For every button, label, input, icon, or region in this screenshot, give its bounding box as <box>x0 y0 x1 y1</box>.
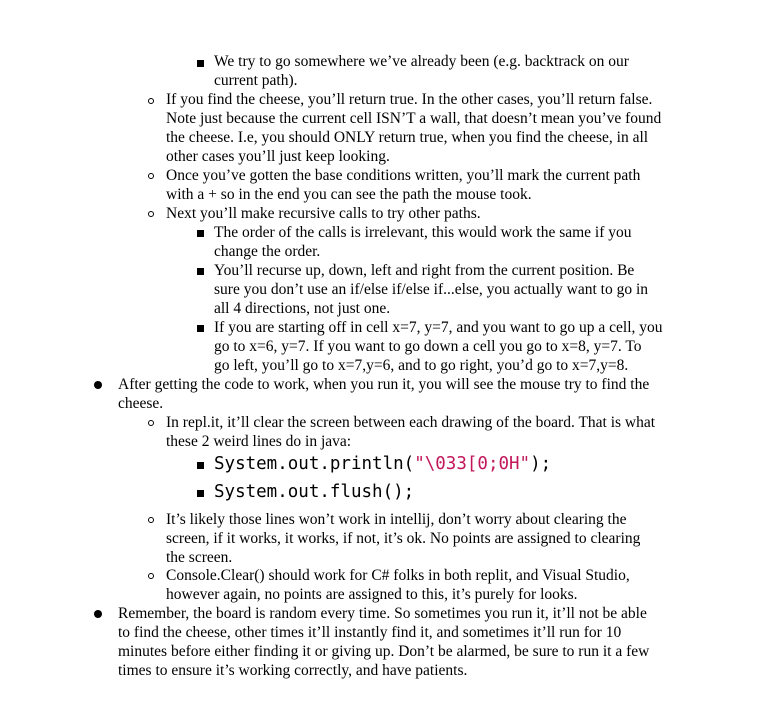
code-text: ); <box>530 454 552 474</box>
text-line: After getting the code to work, when you run it, you will see the mouse try to find the <box>118 376 650 393</box>
code-string-literal: "\033[0;0H" <box>414 454 531 474</box>
code-text: System.out.flush(); <box>214 482 415 502</box>
text-line: with a + so in the end you can see the path the mouse took. <box>166 186 532 203</box>
text-line: You’ll recurse up, down, left and right from the current position. Be <box>214 262 635 279</box>
square-bullet-icon <box>197 490 204 497</box>
text-line: We try to go somewhere we’ve already been (e.g. backtrack on our <box>214 53 629 70</box>
text-line: however again, no points are assigned to this, it’s purely for looks. <box>166 586 578 603</box>
round-bullet-icon <box>94 610 102 618</box>
text-line: Console.Clear() should work for C# folks in both replit, and Visual Studio, <box>166 567 630 584</box>
text-line: screen, if it works, it works, if not, it’s ok. No points are assigned to clearing <box>166 530 641 547</box>
text-line: In repl.it, it’ll clear the screen between each drawing of the board. That is what <box>166 414 656 431</box>
circle-bullet-icon <box>148 517 154 523</box>
text-line: It’s likely those lines won’t work in intellij, don’t worry about clearing the <box>166 511 627 528</box>
square-bullet-icon <box>197 462 204 469</box>
text-line: go left, you’ll go to x=7,y=6, and to go right, you’d go to x=7,y=8. <box>214 357 629 374</box>
text-line: all 4 directions, not just one. <box>214 300 391 317</box>
text-line: cheese. <box>118 395 164 412</box>
text-line: Remember, the board is random every time. So sometimes you run it, it’ll not be able <box>118 605 647 622</box>
text-line: If you find the cheese, you’ll return true. In the other cases, you’ll return false. <box>166 91 653 108</box>
circle-bullet-icon <box>148 420 154 426</box>
circle-bullet-icon <box>148 98 154 104</box>
text-line: Once you’ve gotten the base conditions written, you’ll mark the current path <box>166 167 641 184</box>
text-line: go to x=6, y=7. If you want to go down a cell you go to x=8, y=7. To <box>214 338 642 355</box>
text-line: change the order. <box>214 243 321 260</box>
text-line: minutes before either finding it or giving up. Don’t be alarmed, be sure to run it a few <box>118 643 650 660</box>
text-line: these 2 weird lines do in java: <box>166 433 352 450</box>
circle-bullet-icon <box>148 211 154 217</box>
text-line: times to ensure it’s working correctly, and have patients. <box>118 662 468 679</box>
text-line: the screen. <box>166 549 233 566</box>
text-line: current path). <box>214 72 298 89</box>
text-line: the cheese. I.e, you should ONLY return true, when you find the cheese, in all <box>166 129 649 146</box>
text-line: If you are starting off in cell x=7, y=7, and you want to go up a cell, you <box>214 319 663 336</box>
round-bullet-icon <box>94 381 102 389</box>
text-line: Note just because the current cell ISN’T a wall, that doesn’t mean you’ve found <box>166 110 662 127</box>
text-line: other cases you’ll just keep looking. <box>166 148 390 165</box>
square-bullet-icon <box>197 60 204 67</box>
square-bullet-icon <box>197 230 204 237</box>
circle-bullet-icon <box>148 573 154 579</box>
circle-bullet-icon <box>148 173 154 179</box>
code-text: System.out.println( <box>214 454 415 474</box>
text-line: The order of the calls is irrelevant, this would work the same if you <box>214 224 632 241</box>
code-line-println <box>214 452 551 476</box>
text-line: to find the cheese, other times it’ll instantly find it, and sometimes it’ll run for 10 <box>118 624 622 641</box>
square-bullet-icon <box>197 325 204 332</box>
text-line: Next you’ll make recursive calls to try other paths. <box>166 205 481 222</box>
code-line-flush <box>214 480 414 504</box>
text-line: sure you don’t use an if/else if/else if...else, you actually want to go in <box>214 281 649 298</box>
square-bullet-icon <box>197 268 204 275</box>
